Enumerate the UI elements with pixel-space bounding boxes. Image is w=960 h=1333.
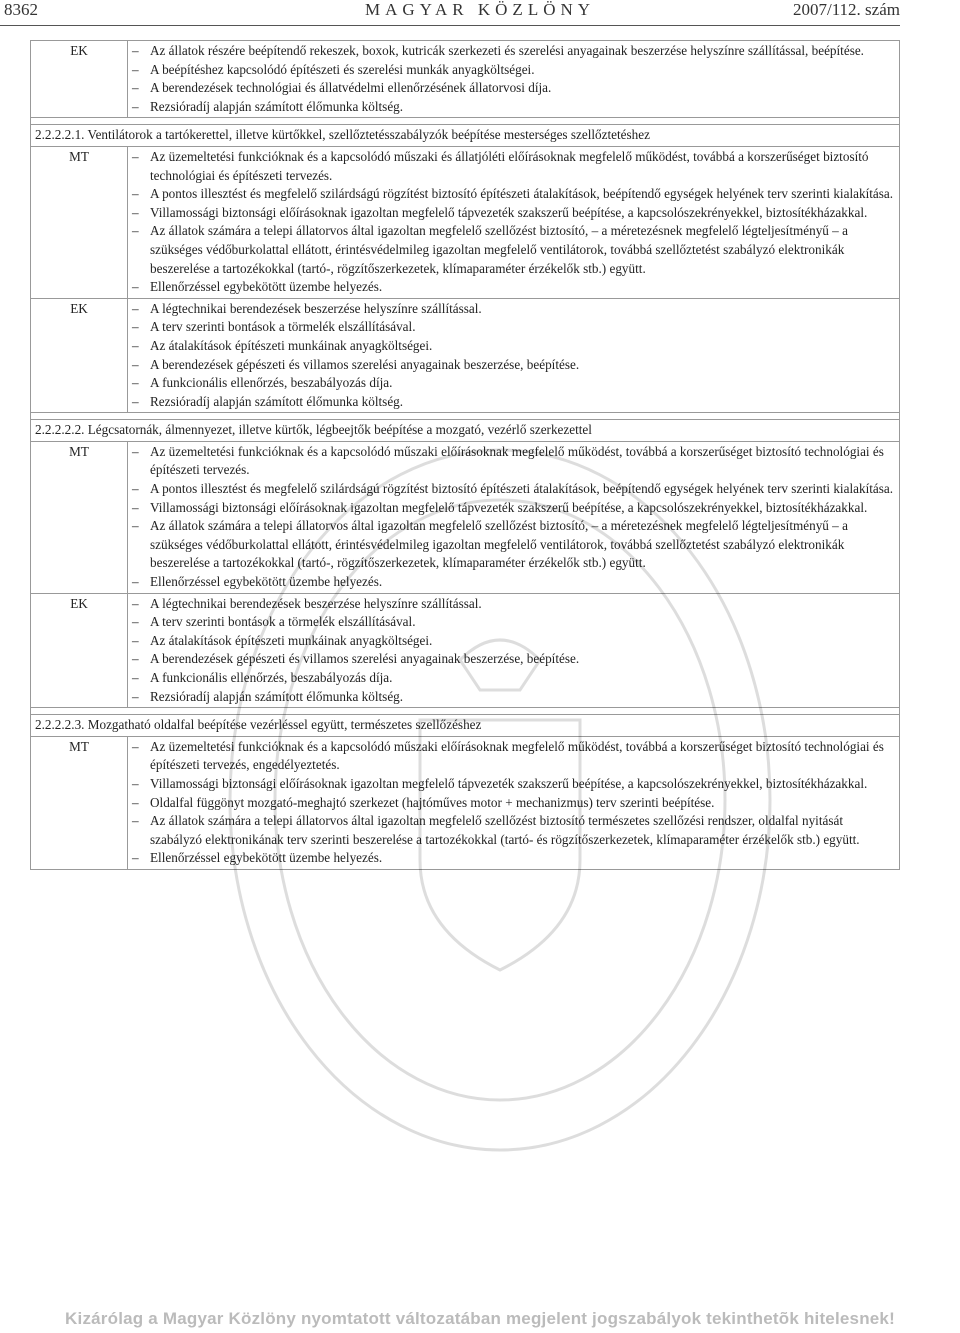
item-text: Ellenőrzéssel egybekötött üzembe helyezés. xyxy=(150,574,383,590)
section-title-row xyxy=(31,125,900,147)
list-item xyxy=(132,148,895,185)
content-row xyxy=(31,736,900,869)
dash-marker: – xyxy=(132,651,139,667)
list-item xyxy=(132,204,895,223)
section-title-row xyxy=(31,715,900,737)
list-item xyxy=(132,79,895,98)
dash-marker: – xyxy=(132,98,139,114)
footer-disclaimer: Kizárólag a Magyar Közlöny nyomtatott változatában megjelent jogszabályok tekinthetõk hitelesnek! xyxy=(65,1309,895,1328)
journal-title: MAGYAR KÖZLÖNY xyxy=(364,0,596,19)
list-item xyxy=(132,794,895,813)
section-spacer xyxy=(31,118,900,125)
dash-marker: – xyxy=(132,43,139,58)
dash-marker: – xyxy=(132,204,139,220)
row-code: EK xyxy=(31,298,128,413)
dash-marker: – xyxy=(132,186,139,202)
dash-marker: – xyxy=(132,148,139,164)
list-item xyxy=(132,278,895,297)
content-row xyxy=(31,146,900,298)
item-text: A pontos illesztést és megfelelő szilárdságú rögzítést biztosító építészeti átalakítások, beépítendő egységek helyének terv szerinti kialakítása. xyxy=(150,186,894,202)
dash-marker: – xyxy=(132,813,139,829)
item-text: A funkcionális ellenőrzés, beszabályozás díja. xyxy=(150,670,393,685)
dash-marker: – xyxy=(132,794,139,810)
item-text: Az üzemeltetési funkcióknak és a kapcsolódó műszaki és állatjóléti előírásoknak megfelelő működést, továbbá a korszerűséget biztosító technológiai és építészeti tervezés. xyxy=(150,148,869,183)
content-table xyxy=(30,40,900,870)
list-item xyxy=(132,98,895,117)
page-number: 8362 xyxy=(4,0,38,19)
header-rule xyxy=(0,25,900,26)
item-text: Az állatok részére beépítendő rekeszek, boxok, kutricák szerkezeti és szerelési anyagainak beszerzése helyszínre szállítással, beépítése. xyxy=(150,43,864,58)
row-code: MT xyxy=(31,736,128,869)
list-item xyxy=(132,573,895,592)
item-text: Az állatok számára a telepi állatorvos által igazoltan megfelelő szellőzést biztosító, – a méretezésnek megfelelő légteljesítményű – a szükséges védőburkolattal ellátott, érintésvédelmileg igazoltan megfelelő ventilátorok, továbbá szellőztetést szabályzó elektronikák beszerelése a tartozékokkal (tartó-, rögzítőszerkezetek, klímaparaméter érzékelők stb.) együtt. xyxy=(150,223,848,276)
list-item xyxy=(132,650,895,669)
list-item xyxy=(132,337,895,356)
item-text: A beépítéshez kapcsolódó építészeti és szerelési munkák anyagköltségei. xyxy=(150,61,535,77)
item-text: A berendezések gépészeti és villamos szerelési anyagainak beszerzése, beépítése. xyxy=(150,651,580,667)
item-text: Az átalakítások építészeti munkáinak anyagköltségei. xyxy=(150,337,433,353)
section-spacer xyxy=(31,413,900,420)
dash-marker: – xyxy=(132,375,139,391)
item-text: Rezsióradíj alapján számított élőmunka költség. xyxy=(150,98,404,114)
row-code: EK xyxy=(31,41,128,118)
dash-marker: – xyxy=(132,393,139,409)
row-code: EK xyxy=(31,593,128,708)
dash-marker: – xyxy=(132,574,139,590)
dash-marker: – xyxy=(132,614,139,630)
dash-marker: – xyxy=(132,775,139,791)
item-text: Az állatok számára a telepi állatorvos által igazoltan megfelelő szellőzést biztosító természetes szellőzési rendszer, oldalfal nyitását szabályzó elektronikának terv szerinti beszerelése a tartozékokkal (tartó- és rögzítőszerkezetek, klímaparaméter érzékelők stb.) együtt. xyxy=(150,813,860,847)
item-text: Ellenőrzéssel egybekötött üzembe helyezés. xyxy=(150,279,383,295)
row-body xyxy=(128,146,900,298)
content-row xyxy=(31,298,900,413)
dash-marker: – xyxy=(132,595,139,611)
list-item xyxy=(132,185,895,204)
content-row xyxy=(31,441,900,593)
dash-marker: – xyxy=(132,481,139,497)
list-item xyxy=(132,595,895,614)
item-text: A terv szerinti bontások a törmelék elszállításával. xyxy=(150,614,416,630)
list-item xyxy=(132,688,895,707)
row-body xyxy=(128,593,900,708)
list-item xyxy=(132,393,895,412)
dash-marker: – xyxy=(132,223,139,239)
item-text: A berendezések gépészeti és villamos szerelési anyagainak beszerzése, beépítése. xyxy=(150,356,580,372)
dash-marker: – xyxy=(132,499,139,515)
item-text: Az átalakítások építészeti munkáinak anyagköltségei. xyxy=(150,632,433,648)
dash-marker: – xyxy=(132,632,139,648)
content-row xyxy=(31,41,900,118)
dash-marker: – xyxy=(132,279,139,295)
item-text: Villamossági biztonsági előírásoknak igazoltan megfelelő tápvezeték szakszerű beépítése, a kapcsolószekrényekkel, biztosítékházakkal. xyxy=(150,775,868,791)
list-item xyxy=(132,374,895,393)
item-text: A funkcionális ellenőrzés, beszabályozás díja. xyxy=(150,375,393,391)
list-item xyxy=(132,42,895,61)
item-text: Oldalfal függönyt mozgató-meghajtó szerkezet (hajtóműves motor + mechanizmus) terv szerinti beépítése. xyxy=(150,794,715,810)
dash-marker: – xyxy=(132,670,139,685)
row-body xyxy=(128,736,900,869)
dash-marker: – xyxy=(132,688,139,704)
issue-number: 2007/112. szám xyxy=(792,0,900,19)
item-text: A légtechnikai berendezések beszerzése helyszínre szállítással. xyxy=(150,300,482,316)
row-code: MT xyxy=(31,441,128,593)
list-item xyxy=(132,318,895,337)
dash-marker: – xyxy=(132,518,139,534)
list-item xyxy=(132,480,895,499)
section-title: 2.2.2.2.3. Mozgatható oldalfal beépítése vezérléssel együtt, természetes szellőzéshez xyxy=(31,715,900,737)
content-row xyxy=(31,593,900,708)
dash-marker: – xyxy=(132,738,139,754)
list-item xyxy=(132,517,895,573)
page-header xyxy=(0,0,960,24)
list-item xyxy=(132,356,895,375)
item-text: A légtechnikai berendezések beszerzése helyszínre szállítással. xyxy=(150,595,482,611)
row-body xyxy=(128,41,900,118)
dash-marker: – xyxy=(132,319,139,335)
list-item xyxy=(132,61,895,80)
dash-marker: – xyxy=(132,61,139,77)
item-text: Az üzemeltetési funkcióknak és a kapcsolódó műszaki előírásoknak megfelelő működést, továbbá a korszerűséget biztosító technológiai és építészeti tervezés, engedélyeztetés. xyxy=(150,738,884,773)
list-item xyxy=(132,443,895,480)
item-text: A pontos illesztést és megfelelő szilárdságú rögzítést biztosító építészeti átalakítások, beépítendő egységek helyének terv szerinti kialakítása. xyxy=(150,481,894,497)
section-title: 2.2.2.2.2. Légcsatornák, álmennyezet, illetve kürtők, légbeejtők beépítése a mozgató, vezérlő szerkezettel xyxy=(31,420,900,442)
section-title: 2.2.2.2.1. Ventilátorok a tartókerettel, illetve kürtőkkel, szellőztetésszabályzók beépítése mesterséges szellőztetéshez xyxy=(31,125,900,147)
section-spacer xyxy=(31,708,900,715)
row-body xyxy=(128,441,900,593)
dash-marker: – xyxy=(132,80,139,96)
row-body xyxy=(128,298,900,413)
item-text: Az állatok számára a telepi állatorvos által igazoltan megfelelő szellőzést biztosító, – a méretezésnek megfelelő légteljesítményű – a szükséges védőburkolattal ellátott, érintésvédelmileg igazoltan megfelelő ventilátorok, továbbá szellőztetést szabályzó elektronikák beszerelése a tartozékokkal (tartó-, rögzítőszerkezetek, klímaparaméter érzékelők stb.) együtt. xyxy=(150,518,848,571)
item-text: Villamossági biztonsági előírásoknak igazoltan megfelelő tápvezeték szakszerű beépítése, a kapcsolószekrényekkel, biztosítékházakkal. xyxy=(150,204,868,220)
list-item xyxy=(132,613,895,632)
item-text: Ellenőrzéssel egybekötött üzembe helyezés. xyxy=(150,850,383,866)
list-item xyxy=(132,632,895,651)
list-item xyxy=(132,300,895,319)
dash-marker: – xyxy=(132,337,139,353)
list-item xyxy=(132,222,895,278)
item-text: Villamossági biztonsági előírásoknak igazoltan megfelelő tápvezeték szakszerű beépítése, a kapcsolószekrényekkel, biztosítékházakkal. xyxy=(150,499,868,515)
list-item xyxy=(132,812,895,849)
dash-marker: – xyxy=(132,300,139,316)
list-item xyxy=(132,738,895,775)
item-text: A terv szerinti bontások a törmelék elszállításával. xyxy=(150,319,416,335)
dash-marker: – xyxy=(132,443,139,459)
item-text: Rezsióradíj alapján számított élőmunka költség. xyxy=(150,688,404,704)
item-text: A berendezések technológiai és állatvédelmi ellenőrzésének állatorvosi díja. xyxy=(150,80,552,96)
dash-marker: – xyxy=(132,356,139,372)
item-text: Az üzemeltetési funkcióknak és a kapcsolódó műszaki előírásoknak megfelelő működést, továbbá a korszerűséget biztosító technológiai és építészeti tervezés. xyxy=(150,443,884,478)
list-item xyxy=(132,499,895,518)
list-item xyxy=(132,849,895,868)
dash-marker: – xyxy=(132,850,139,866)
row-code: MT xyxy=(31,146,128,298)
list-item xyxy=(132,669,895,688)
list-item xyxy=(132,775,895,794)
item-text: Rezsióradíj alapján számított élőmunka költség. xyxy=(150,393,404,409)
section-title-row xyxy=(31,420,900,442)
